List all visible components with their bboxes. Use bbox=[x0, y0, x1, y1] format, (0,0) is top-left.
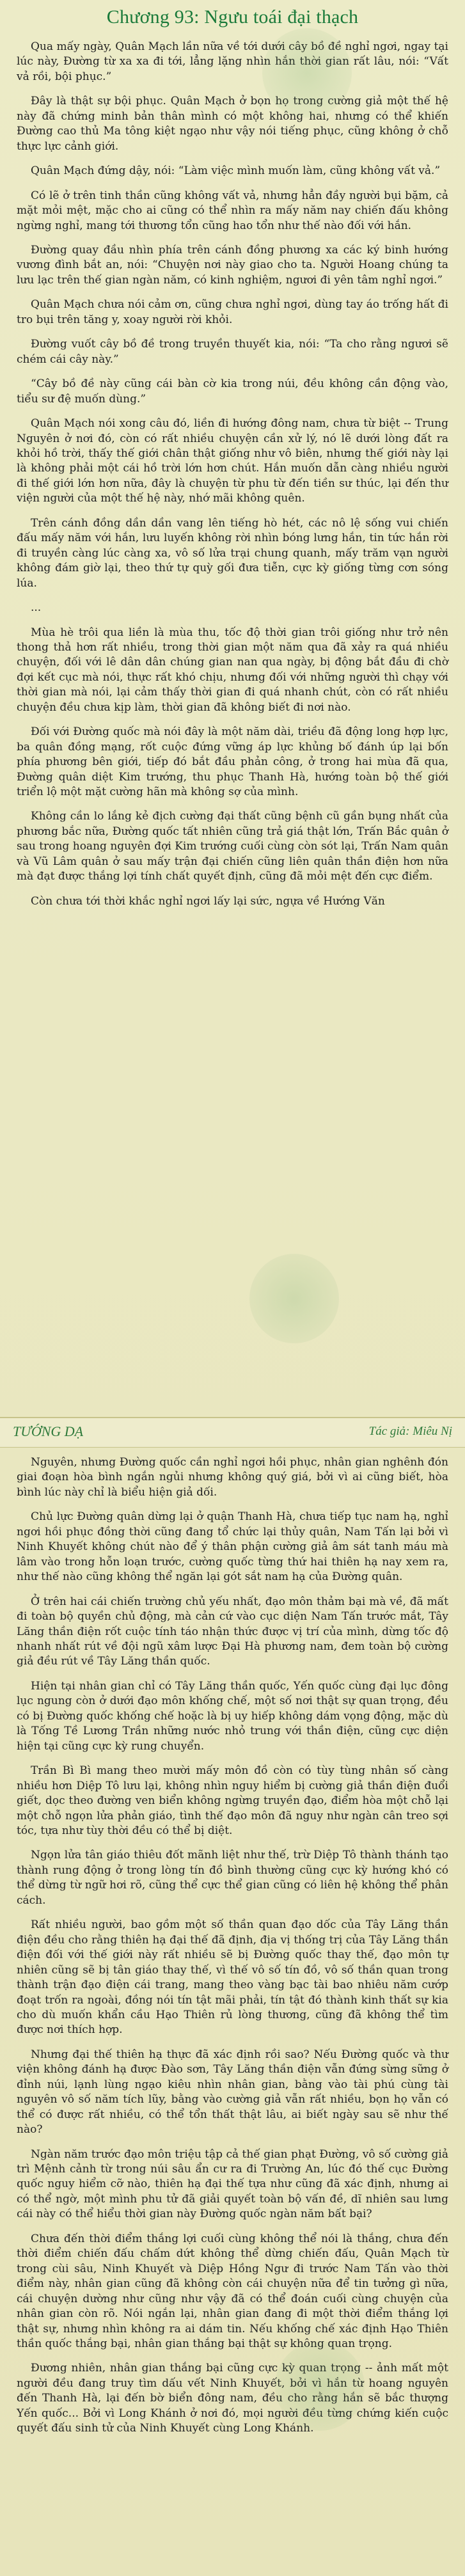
paragraph: Đường quay đầu nhìn phía trên cánh đồng phương xa các ký binh hướng vương đình bắt an, nói: “Chuyện nơi này giao cho ta. Người Hoang chúng ta lưu lạc trên thế gian ngàn năm, có kinh nghiệm, ngươi đi yên tâm nghỉ ngơi.” bbox=[17, 243, 448, 287]
paragraph: Ngàn năm trước đạo môn triệu tập cả thế gian phạt Đường, vô số cường giả trì Mệnh cảnh từ trong núi sâu ẩn cư ra đi Trường An, lúc đó thế cục Đường quốc nguy hiểm cỡ nào, thiên hạ đại thế tựa như cũng đã xác định, nhưng ai có thể ngờ, một mình phu tử đã giải quyết toàn bộ vấn đề, dĩ nhiên sau lưng cái này có thể hiểu thời gian này Đường quốc ngàn năm bất bại? bbox=[17, 2147, 448, 2221]
paragraph: Đương nhiên, nhân gian thắng bại cũng cực kỳ quan trọng -- ảnh mất một người đều đang truy tìm dấu vết Ninh Khuyết, bởi vì hắn từ hoang nguyên đến Thanh Hà, lại đến bờ biển đông nam, đều cho rằng hắn sẽ bắc thượng Yến quốc... Bởi vì Long Khánh ở nơi đó, mọi người đều từng chứng kiến cuộc quyết đấu sinh tử của Ninh Khuyết cùng Long Khánh. bbox=[17, 2362, 448, 2435]
book-title: TƯỚNG DẠ bbox=[13, 1423, 84, 1439]
chapter-title: Chương 93: Ngưu toái đại thạch bbox=[106, 6, 359, 28]
paragraph: Ở trên hai cái chiến trường chủ yếu nhất, đạo môn thảm bại mà về, đã mất đi toàn bộ quyền chủ động, mà cản cứ vào cục diện Nam Tấn trước mắt, Tây Lăng thần điện rốt cuộc tính táo nhận thức được vị trí của mình, dừng tốc độ nhanh nhất rút về đội ngũ xâm lược Đại Hà phương nam, đem toàn bộ cường giả đều rút về Tây Lăng thần quốc. bbox=[17, 1595, 448, 1668]
paragraph: Không cần lo lắng kẻ địch cường đại thất cũng bệnh cũ gần bụng nhất của phương bắc nữa, Đường quốc tất nhiên cũng trả giá thật lớn, Trấn Bắc quân ở sau trong hoang nguyên đợi Kim trướng cuối cùng còn sót lại, Trấn Nam quân và Vũ Lâm quân ở sau mấy trận đại chiến cũng liên quân thần điện hơn nữa mà đạt được thắng lợi tính chất quyết định, cũng đã mỏi mệt đến cực điểm. bbox=[17, 810, 448, 883]
paragraph-separator: ... bbox=[31, 601, 42, 615]
paragraph: Chưa đến thời điểm thắng lợi cuối cùng không thể nói là thắng, chưa đến thời điểm chiến đấu chấm dứt không thể dừng chiến đấu, Quân Mạch từ trong cùi sâu, Ninh Khuyết và Diệp Hồng Ngư đi trước Nam Tấn vào thời điểm này, nhân gian cũng đã không còn cái chuyện nữa để tin tưởng gì nữa, cái chuyện dường như cũng như vậy đã có thể đoán cuối cùng chuyện của nhân gian còn rõ. Nói ngắn lại, nhân gian đang đi một thời điểm thắng lợi thật sự, nhưng nhìn không ra ai dám tin. Nếu khống chế xác định Hạo Thiên thần quốc thắng bại, nhân gian thắng bại thật sự không quan trọng. bbox=[17, 2232, 448, 2351]
paragraph: Nhưng đại thế thiên hạ thực đã xác định rồi sao? Nếu Đường quốc và thư viện không đánh hạ được Đào sơn, Tây Lăng thần điện vẫn đứng sừng sững ở đỉnh núi, lạnh lùng ngạo kiêu nhìn nhân gian, bằng vào tài phú cùng tài nguyên vô số năm tích lũy, bằng vào cường giả vẫn rất nhiều, bọn họ vẫn có thể có được rất nhiều, có thể tổn thất thật lâu, ai biết ngày sau sẽ như thế nào? bbox=[17, 2048, 448, 2137]
paragraph: Quân Mạch đứng dậy, nói: “Làm việc mình muốn làm, cũng không vất vả.” bbox=[31, 164, 441, 178]
paragraph: Đường vuốt cây bồ đề trong truyền thuyết kia, nói: “Ta cho rằng ngươi sẽ chém cái cây này.” bbox=[17, 338, 448, 366]
paragraph: Quân Mạch nói xong câu đó, liền đi hướng đông nam, chưa từ biệt -- Trung Nguyên ở nơi đó, còn có rất nhiều chuyện cần xử lý, nó lẽ dưới lòng đất ra khỏi hồ trời, thấy thế giới chân thật giống như vô biên, nhưng thế giới này lại là không phải một cái hồ trời lớn hơn chút. Hắn muốn dẫn càng nhiều người đi thế giới lớn hơn nữa, đây là chuyện từ phu từ đến tiền sư thúc, lại đến thư viện người của một thế hệ này, nhớ mãi không quên. bbox=[17, 417, 448, 505]
paragraph: Trên cánh đồng dần dần vang lên tiếng hò hét, các nô lệ sống vui chiến đấu mấy năm với hắn, lưu luyến không rời nhìn bóng lưng hắn, tin tức hắn rời đi truyền càng lúc càng xa, vô số lửa trại chung quanh, mấy trăm vạn người không đám giờ lại, theo thứ tự quỳ gối đưa tiễn, cực kỳ giống từng cơn sóng lúa. bbox=[17, 516, 448, 590]
paragraph: Rất nhiều người, bao gồm một số thần quan đạo dốc của Tây Lăng thần điện đều cho rằng thiên hạ đại thế đã định, địa vị thống trị của Tây Lăng thần điện đối với thế giới này rất nhiều sẽ bị Đường quốc thay thế, đạo môn tự nhiên cũng sẽ bị tân giáo thay thế, vì thế vô số tín đồ, vô số thần quan trong thành trận đạo điện cái trang, mang theo vàng bạc tài bao nhiêu năm cướp đoạt trốn ra ngoài, đồng nói tín tật mãi phải, tín tật đó thành kinh thất sự kia cho dù muốn khẩn cầu Hạo Thiên rủ lòng thương, cũng đã không thể tìm được nơi thích hợp. bbox=[17, 1918, 448, 2037]
paragraph: Nguyên, nhưng Đường quốc cần nghỉ ngơi hồi phục, nhân gian nghênh đón giai đoạn hòa bình ngắn ngủi nhưng không quý giá, bởi vì ai cũng biết, hòa bình lúc này chỉ là biểu hiện giả dối. bbox=[17, 1456, 448, 1499]
paragraph: Qua mấy ngày, Quân Mạch lần nữa về tới dưới cây bồ đề nghỉ ngơi, ngay tại lúc này, Đường từ xa xa đi tới, lẳng lặng nhìn hắn thời gian rất lâu, nói: “Vất vả rồi, bội phục.” bbox=[17, 40, 448, 83]
page-break-header bbox=[0, 1417, 465, 1448]
paragraph: Trần Bì Bì mang theo mười mấy môn đồ còn có tùy tùng nhân số càng nhiều hơn Diệp Tô lưu lại, không nhìn nguy hiểm bị cường giả thần điện đuổi giết, dọc theo đường ven biển không ngừng truyền đạo, điểm hòa một chỗ lại một chỗ ngọn lửa phản giáo, tình thế đạo môn đã nguy như ngàn cân treo sợi tóc, tựa như tùy thời đều có thể bị diệt. bbox=[17, 1764, 448, 1837]
watermark-badge bbox=[249, 1254, 339, 1343]
paragraph: Đối với Đường quốc mà nói đây là một năm dài, triều đã động long hợp lực, ba quân đồng mạng, rốt cuộc đứng vững áp lực khủng bố đánh úp lại bốn phía phương bên giới, tiếp đó bắt đầu phản công, ở trong hai mùa đã qua, Đường quân diệt Kim trướng, thu phục Thanh Hà, hướng toàn bộ thế giới triển lộ một mặt cường hãn mà không sợ của mình. bbox=[17, 725, 448, 799]
book-author: Tác giả: Miêu Nị bbox=[368, 1425, 452, 1438]
paragraph: “Cây bồ đề này cũng cái bàn cờ kia trong núi, đều không cần động vào, tiểu sư đệ muốn dùng.” bbox=[17, 377, 448, 406]
paragraph: Quân Mạch chưa nói cảm ơn, cũng chưa nghỉ ngơi, dùng tay áo trống hất đi tro bụi trên tăng y, xoay người rời khỏi. bbox=[17, 298, 448, 326]
paragraph: Còn chưa tới thời khắc nghỉ ngơi lấy lại sức, ngựa về Hướng Văn bbox=[31, 894, 385, 908]
paragraph: Chủ lực Đường quân dừng lại ở quận Thanh Hà, chưa tiếp tục nam hạ, nghỉ ngơi hồi phục đồng thời cũng đang tổ chức lại thủy quân, Nam Tấn lại bởi vì Ninh Khuyết không chút nào để ý thân phận cường giả âm sát tanh máu mà lâm vào trong hỗn loạn trước, cường quốc từng thứ hai thiên hạ nay xem ra, như thế nào cũng không thể ngăn lại gót sắt nam hạ của Đường quân. bbox=[17, 1510, 448, 1584]
chapter-body-part-2 bbox=[17, 1455, 448, 2446]
paragraph: Ngọn lửa tân giáo thiêu đốt mãnh liệt như thế, trừ Diệp Tô thành thánh tạo thành rung động ở trong lòng tín đồ bình thường cũng cực kỳ hướng khó có thể dừng từ ngữ hơi rõ, cũng thể cực thể gian cũng có liên hệ không thể phân cách. bbox=[17, 1849, 448, 1907]
paragraph: Đây là thật sự bội phục. Quân Mạch ở bọn họ trong cường giả một thế hệ này đã chứng minh bản thân mình có một không hai, nhưng có thể khiến Đường cao thủ Ma tông kiệt ngạo như vậy nói tiếng phục, cũng không ở chỗ thực lực cảnh giới. bbox=[17, 95, 448, 153]
paragraph: Mùa hè trôi qua liền là mùa thu, tốc độ thời gian trôi giống như trở nên thong thả hơn rất nhiều, trong thời gian một năm qua đã xảy ra quá nhiều chuyện, đối với lê dân dân chúng gian nan qua ngày, bị động bắt đầu đi chờ đợi kết cục mà nói, thực rất khó chịu, nhưng đối với những người thì chạy với thời gian mà nói, lại cảm thấy thời gian đi quá nhanh chút, còn có rất nhiều chuyện đều chưa kịp làm, thời gian đã không biết đi nơi nào. bbox=[17, 626, 448, 714]
chapter-body-part-1 bbox=[17, 40, 448, 919]
paragraph: Hiện tại nhân gian chỉ có Tây Lăng thần quốc, Yến quốc cùng đại lục đông lục ngung còn ở dưới đạo môn khống chế, một số nơi thật sự quan trọng, đều có bị Đường quốc khống chế hoặc là bị uy hiếp không dám vọng động, mặc dù là Tống Tề Lương Trần những nước nhỏ trung với thần điện, cũng cực diện hiện tại cũng cực kỳ rung chuyển. bbox=[17, 1679, 448, 1753]
paragraph: Có lẽ ở trên tinh thần cũng không vất vả, nhưng hẳn đầy người bụi bặm, cả mặt mỏi mệt, mặc cho ai cũng có thể nhìn ra mấy năm nay chiến đấu không ngừng nghỉ, mang tới thương tổn cũng hao tổn như thế nào đối với hắn. bbox=[17, 189, 448, 232]
